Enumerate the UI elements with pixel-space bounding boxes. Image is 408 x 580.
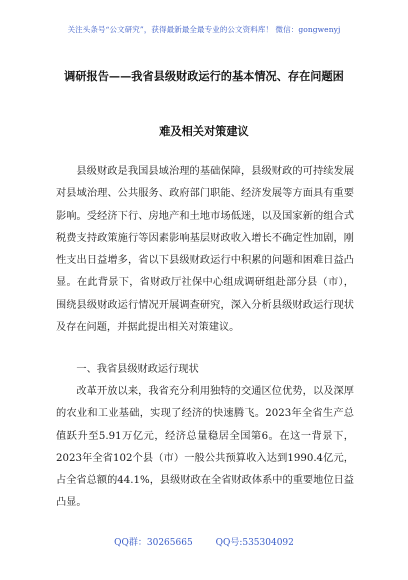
footer-qq-group: QQ群：30265665 xyxy=(114,538,193,548)
body-paragraph-1 xyxy=(56,161,354,339)
document-title-line-2: 难及相关对策建议 xyxy=(159,124,249,138)
footer-qq-number: QQ号:535304092 xyxy=(215,538,294,548)
paragraph-2-text: 改革开放以来，我省充分利用独特的交通区位优势，以及深厚的农业和工业基础，实现了经济的快速腾飞。2023年全省生产总值跃升至5.91万亿元，经济总量稳居全国第6。在这一背景下，2023年全省102个县（市）一般公共预算收入达到1990.4亿元，占全省总额的44.1%，县级财政在全省财政体系中的重要地位日益凸显。 xyxy=(56,386,354,509)
body-paragraph-2 xyxy=(56,381,354,515)
section-heading-1: 一、我省县级财政运行现状 xyxy=(76,364,199,375)
header-promo-note: 关注头条号“公文研究”，获得最新最全最专业的公文资料库！ 微信：gongwenyj xyxy=(67,25,341,34)
footer-contact xyxy=(0,535,408,548)
paragraph-1-text: 县级财政是我国县域治理的基础保障，县级财政的可持续发展对县域治理、公共服务、政府部门职能、经济发展等方面具有重要影响。受经济下行、房地产和土地市场低迷，以及国家新的组合式税费支持政策施行等因素影响基层财政收入增长不确定性加剧，刚性支出日益增多，省以下县级财政运行中积累的问题和困难日益凸显。在此背景下，省财政厅社保中心组成调研组赴部分县（市），围绕县级财政运行情况开展调查研究，深入分析县级财政运行现状及存在问题，并据此提出相关对策建议。 xyxy=(56,166,354,334)
document-title-line-1: 调研报告——我省县级财政运行的基本情况、存在问题困 xyxy=(64,69,344,83)
